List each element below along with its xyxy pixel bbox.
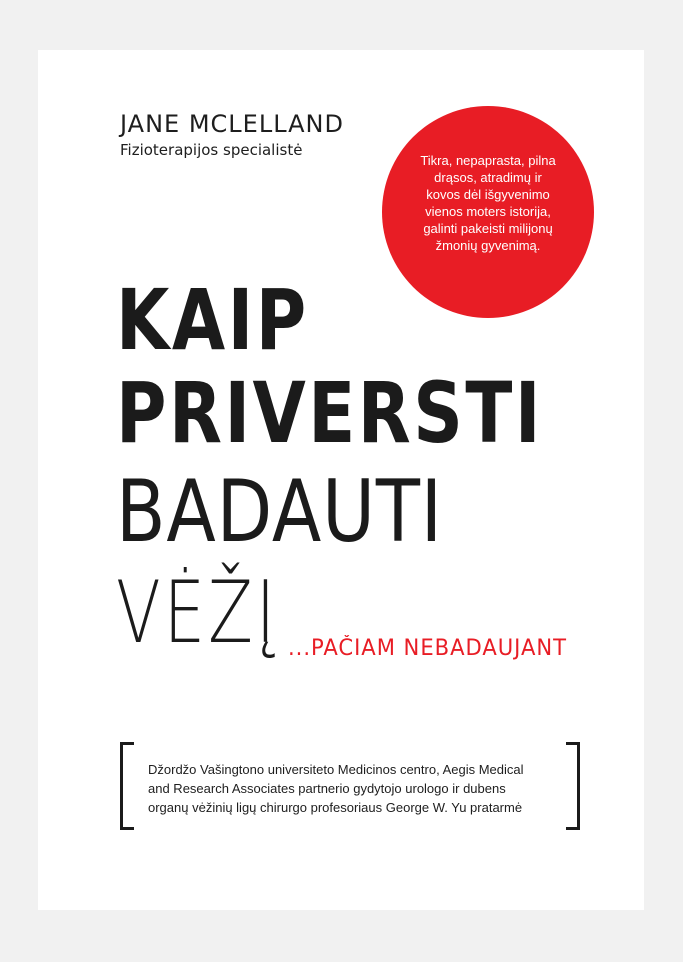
foreword-note [148,760,558,817]
circle-line: Tikra, nepaprasta, pilna [420,153,556,168]
left-bracket-icon [120,742,134,830]
right-bracket-icon [566,742,580,830]
red-circle-badge [382,106,594,318]
foreword-line: Džordžo Vašingtono universiteto Medicinos centro, Aegis Medical [148,762,524,777]
circle-line: vienos moters istorija, [425,204,551,219]
circle-line: drąsos, atradimų ir [434,170,542,185]
title-line-2: PRIVERSTI [116,364,543,462]
book-cover [38,50,644,910]
subtitle: ...PAČIAM NEBADAUJANT [288,636,568,661]
foreword-line: organų vėžinių ligų chirurgo profesoriaus George W. Yu pratarmė [148,800,523,815]
title-line-4: VĖŽĮ [116,563,279,663]
author-role: Fizioterapijos specialistė [120,141,303,159]
circle-line: galinti pakeisti milijonų [423,221,553,236]
circle-line: kovos dėl išgyvenimo [426,187,550,202]
circle-line: žmonių gyvenimą. [435,238,541,253]
foreword-line: and Research Associates partnerio gydytojo urologo ir dubens [148,781,506,796]
author-name: JANE MCLELLAND [120,110,344,138]
circle-blurb [382,152,594,254]
title-line-3: BADAUTI [116,462,443,562]
title-line-1: KAIP [116,271,309,369]
